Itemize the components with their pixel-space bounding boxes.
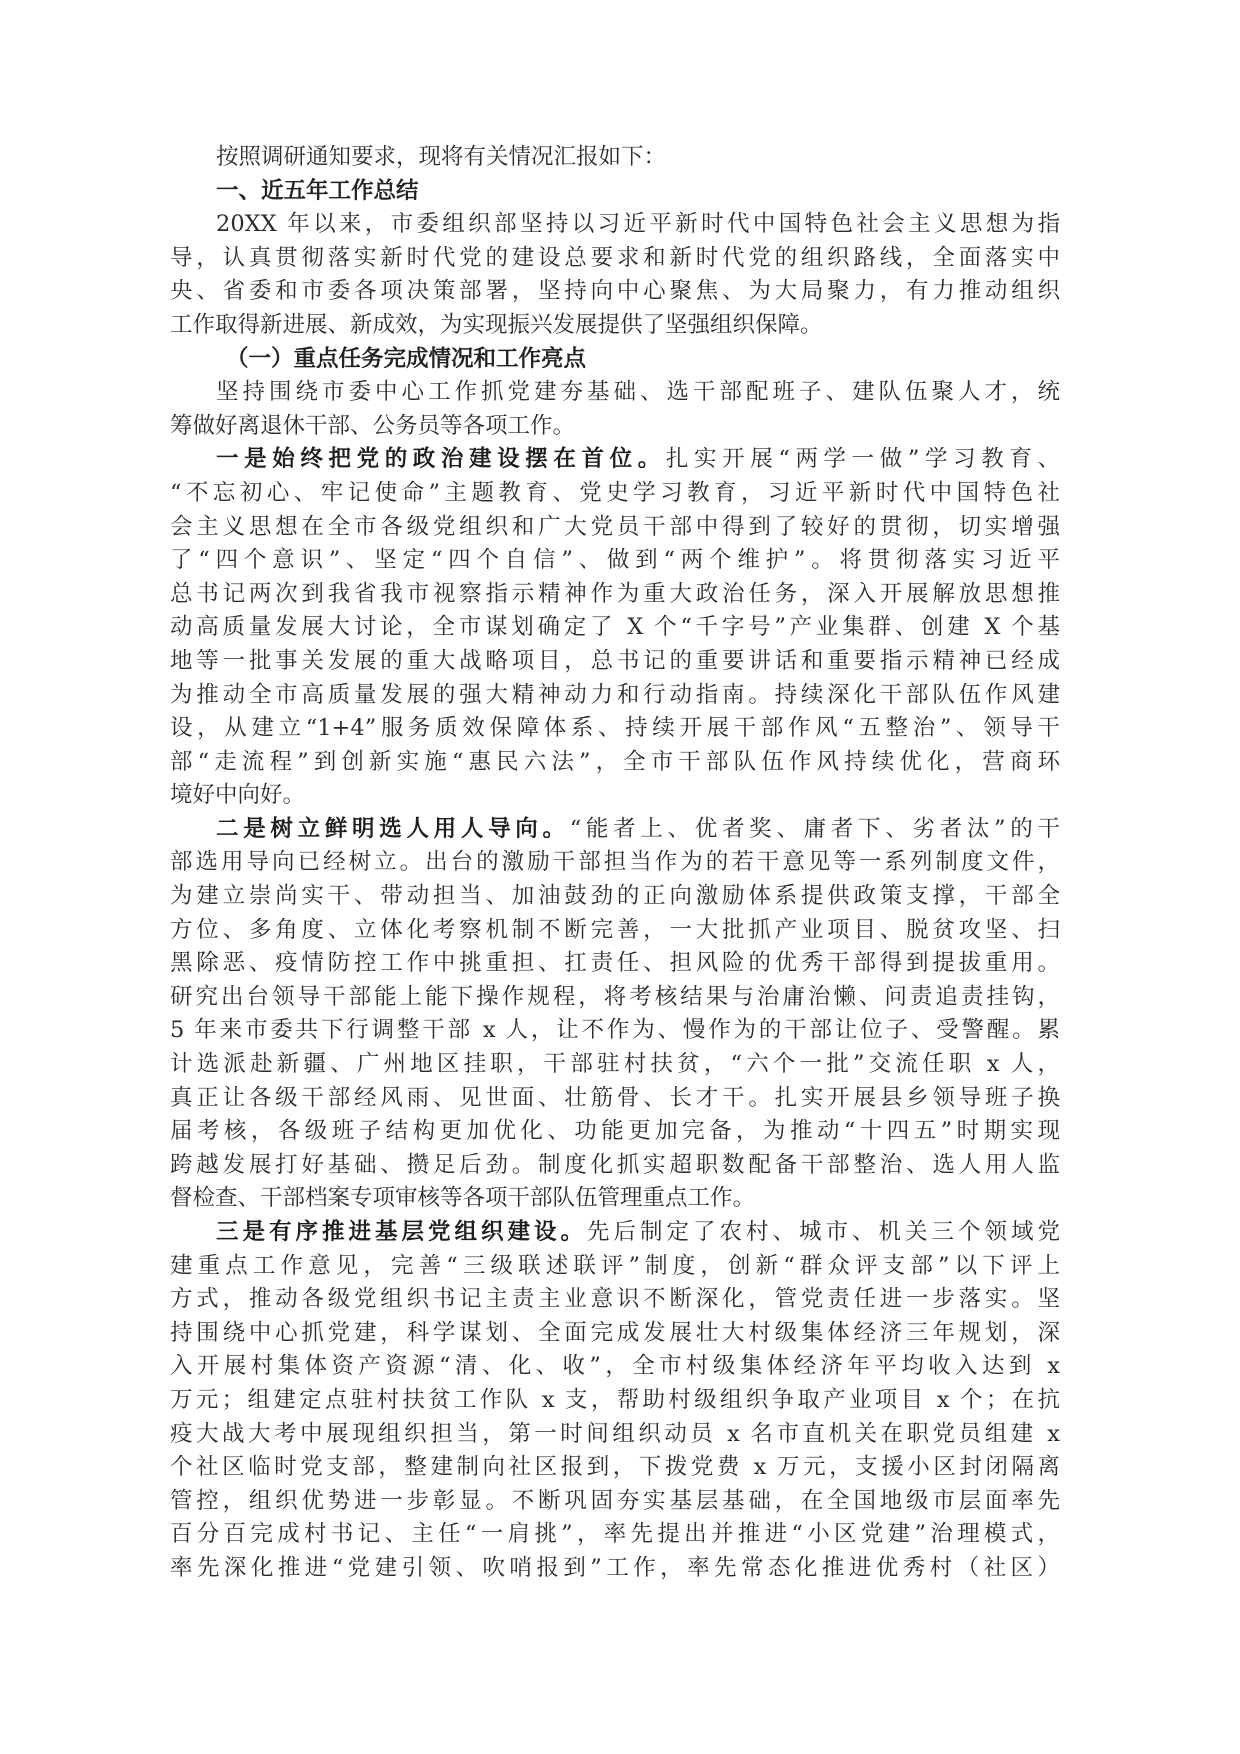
text-line: 个社区临时党支部，整建制向社区报到，下拨党费 x 万元，支援小区封闭隔离 (170, 1454, 1060, 1481)
text-line: 持围绕中心抓党建，科学谋划、全面完成发展壮大村级集体经济三年规划，深 (170, 1319, 1060, 1346)
paragraph-lead: 一是始终把党的政治建设摆在首位。 (216, 446, 666, 473)
text-line (170, 1216, 1060, 1250)
text-line: 动高质量发展大讨论，全市谋划确定了 X 个“千字号”产业集群、创建 X 个基 (170, 614, 1060, 641)
subsection-title: （一）重点任务完成情况和工作亮点 (226, 345, 587, 372)
text-line: 5 年来市委共下行调整干部 x 人，让不作为、慢作为的干部让位子、受警醒。累 (170, 1017, 1060, 1044)
text-line: 央、省委和市委各项决策部署，坚持向中心聚焦、为大局聚力，有力推动组织 (170, 278, 1060, 305)
text-line: 万元；组建定点驻村扶贫工作队 x 支，帮助村级组织争取产业项目 x 个；在抗 (170, 1386, 1060, 1413)
paragraph-cadre-selection (170, 813, 1060, 1216)
text-segment: “能者上、优者奖、庸者下、劣者汰”的干 (569, 815, 1060, 842)
text-line: 筹做好离退休干部、公务员等各项工作。 (170, 412, 576, 439)
text-line: 管控，组织优势进一步彰显。不断巩固夯实基层基础，在全国地级市层面率先 (170, 1487, 1060, 1514)
text-line: 建重点工作意见，完善“三级联述联评”制度，创新“群众评支部”以下评上 (170, 1252, 1060, 1279)
text-line: 会主义思想在全市各级党组织和广大党员干部中得到了较好的贯彻，切实增强 (170, 513, 1060, 540)
text-line (170, 813, 1060, 847)
section-title: 一、近五年工作总结 (216, 177, 419, 204)
text-line: 总书记两次到我省我市视察指示精神作为重大政治任务，深入开展解放思想推 (170, 580, 1060, 607)
paragraph-summary (170, 208, 1060, 342)
text-line: 设，从建立“1+4”服务质效保障体系、持续开展干部作风“五整治”、领导干 (170, 715, 1060, 742)
text-line: 率先深化推进“党建引领、吹哨报到”工作，率先常态化推进优秀村（社区） (170, 1554, 1060, 1581)
paragraph-overview (170, 376, 1060, 443)
text-line: 入开展村集体资产资源“清、化、收”，全市村级集体经济年平均收入达到 x (170, 1353, 1060, 1380)
text-line: 督检查、干部档案专项审核等各项干部队伍管理重点工作。 (170, 1185, 756, 1212)
document-page (170, 141, 1060, 1586)
text-line: 了“四个意识”、坚定“四个自信”、做到“两个维护”。将贯彻落实习近平 (170, 547, 1060, 574)
text-line: 跨越发展打好基础、攒足后劲。制度化抓实超职数配备干部整治、选人用人监 (170, 1151, 1060, 1178)
text-line: 工作取得新进展、新成效，为实现振兴发展提供了坚强组织保障。 (170, 311, 823, 338)
paragraph-political-building (170, 443, 1060, 813)
text-line: 百分百完成村书记、主任“一肩挑”，率先提出并推进“小区党建”治理模式， (170, 1521, 1060, 1548)
text-line: 方式，推动各级党组织书记主责主业意识不断深化，管党责任进一步落实。坚 (170, 1286, 1060, 1313)
text-line: 方位、多角度、立体化考察机制不断完善，一大批抓产业项目、脱贫攻坚、扫 (170, 916, 1060, 943)
text-line (170, 443, 1060, 477)
text-segment: 扎实开展“两学一做”学习教育、 (665, 446, 1060, 473)
text-line: 届考核，各级班子结构更加优化、功能更加完备，为推动“十四五”时期实现 (170, 1118, 1060, 1145)
text-line: 导，认真贯彻落实新时代党的建设总要求和新时代党的组织路线，全面落实中 (170, 244, 1060, 271)
text-line: 真正让各级干部经风雨、见世面、壮筋骨、长才干。扎实开展县乡领导班子换 (170, 1084, 1060, 1111)
paragraph-lead: 二是树立鲜明选人用人导向。 (216, 815, 570, 842)
text-line: 计选派赴新疆、广州地区挂职，干部驻村扶贫，“六个一批”交流任职 x 人， (170, 1051, 1060, 1078)
intro-line: 按照调研通知要求，现将有关情况汇报如下： (216, 144, 667, 170)
text-line: 坚持围绕市委中心工作抓党建夯基础、选干部配班子、建队伍聚人才，统 (216, 379, 1060, 406)
text-line: 部“走流程”到创新实施“惠民六法”，全市干部队伍作风持续优化，营商环 (170, 748, 1060, 775)
text-line: 黑除恶、疫情防控工作中挑重担、扛责任、担风险的优秀干部得到提拔重用。 (170, 950, 1060, 977)
text-segment: 先后制定了农村、城市、机关三个领域党 (587, 1219, 1060, 1245)
paragraph-lead: 三是有序推进基层党组织建设。 (216, 1219, 587, 1245)
paragraph-grassroots (170, 1216, 1060, 1586)
text-line: 为建立崇尚实干、带动担当、加油鼓劲的正向激励体系提供政策支撑，干部全 (170, 883, 1060, 910)
text-line: 疫大战大考中展现组织担当，第一时间组织动员 x 名市直机关在职党员组建 x (170, 1420, 1060, 1447)
text-line: 20XX 年以来，市委组织部坚持以习近平新时代中国特色社会主义思想为指 (216, 211, 1060, 238)
text-line: “不忘初心、牢记使命”主题教育、党史学习教育，习近平新时代中国特色社 (170, 479, 1060, 506)
text-line: 研究出台领导干部能上能下操作规程，将考核结果与治庸治懒、问责追责挂钩， (170, 983, 1060, 1010)
text-line: 部选用导向已经树立。出台的激励干部担当作为的若干意见等一系列制度文件， (170, 849, 1060, 876)
text-line: 地等一批事关发展的重大战略项目，总书记的重要讲话和重要指示精神已经成 (170, 647, 1060, 674)
text-line: 为推动全市高质量发展的强大精神动力和行动指南。持续深化干部队伍作风建 (170, 681, 1060, 708)
text-line: 境好中向好。 (170, 782, 306, 809)
